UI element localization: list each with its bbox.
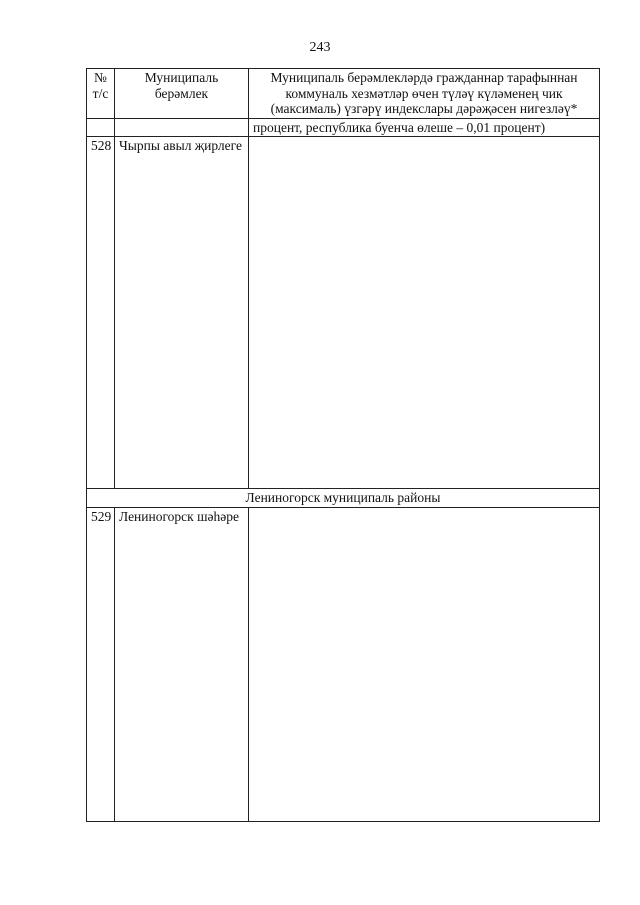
table-row-continuation <box>87 118 600 137</box>
table-row-528 <box>87 137 600 489</box>
row-text <box>249 137 600 489</box>
tariff-table <box>86 68 600 822</box>
row-text: процент, республика буенча өлеше – 0,01 процент) <box>249 118 600 137</box>
header-num: № т/с <box>87 69 115 119</box>
section-title: Лениногорск муниципаль районы <box>87 489 600 508</box>
row-num: 529 <box>87 507 115 821</box>
row-text <box>249 507 600 821</box>
row-municipality: Чырпы авыл җирлеге <box>115 137 249 489</box>
header-municipality: Муниципаль берәмлек <box>115 69 249 119</box>
table-section-row <box>87 489 600 508</box>
row-num: 528 <box>87 137 115 489</box>
page-number: 243 <box>309 40 331 55</box>
row-num <box>87 118 115 137</box>
header-description: Муниципаль берәмлекләрдә гражданнар тарафыннан коммуналь хезмәтләр өчен түләү күләменең чик (максималь) үзгәрү индекслары дәрәҗәсен нигезләү* <box>249 69 600 119</box>
row-municipality <box>115 118 249 137</box>
row-municipality: Лениногорск шәһәре <box>115 507 249 821</box>
table-header-row <box>87 69 600 119</box>
table-row-529 <box>87 507 600 821</box>
